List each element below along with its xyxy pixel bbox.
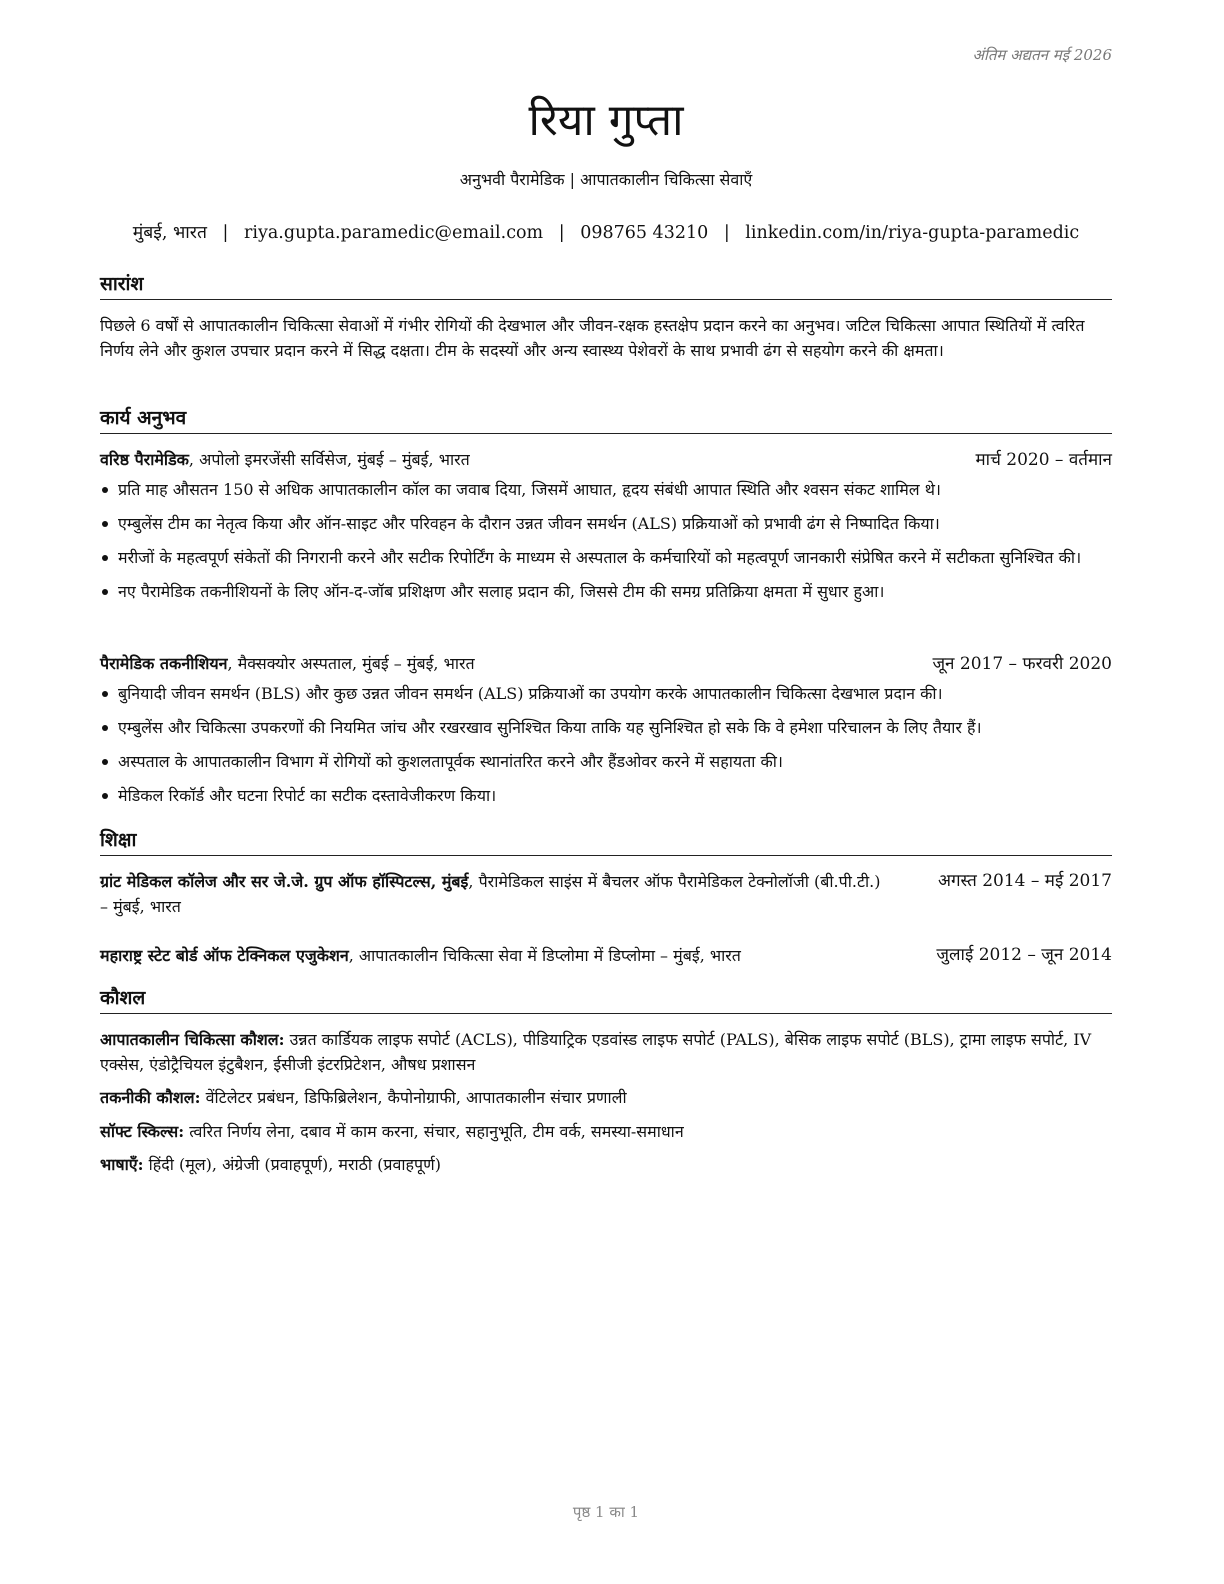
- list-item: बुनियादी जीवन समर्थन (BLS) और कुछ उन्नत जीवन समर्थन (ALS) प्रक्रियाओं का उपयोग करके आपातकालीन चिकित्सा देखभाल प्रदान की।: [100, 681, 1112, 706]
- contact-location: मुंबई, भारत: [132, 223, 207, 243]
- section-title-skills: कौशल: [100, 984, 1112, 1014]
- section-title-experience: कार्य अनुभव: [100, 404, 1112, 434]
- job-bullets: [100, 477, 1112, 613]
- list-item: एम्बुलेंस टीम का नेतृत्व किया और ऑन-साइट और परिवहन के दौरान उन्नत जीवन समर्थन (ALS) प्रक्रियाओं को प्रभावी ढंग से निष्पादित किया।: [100, 511, 1112, 536]
- contact-line: [100, 220, 1112, 244]
- contact-separator: |: [723, 223, 730, 243]
- list-item: प्रति माह औसतन 150 से अधिक आपातकालीन कॉल का जवाब दिया, जिसमें आघात, हृदय संबंधी आपात स्थिति और श्वसन संकट शामिल थे।: [100, 477, 1112, 502]
- job-header: [100, 448, 1112, 472]
- job-header: [100, 652, 1112, 676]
- contact-email[interactable]: riya.gupta.paramedic@email.com: [244, 223, 544, 243]
- job-org: , मैक्सक्योर अस्पताल, मुंबई – मुंबई, भारत: [227, 654, 475, 673]
- skill-value: हिंदी (मूल), अंग्रेजी (प्रवाहपूर्ण), मराठी (प्रवाहपूर्ण): [143, 1155, 441, 1174]
- tagline: अनुभवी पैरामेडिक | आपातकालीन चिकित्सा सेवाएँ: [459, 170, 753, 189]
- skill-label: आपातकालीन चिकित्सा कौशल:: [100, 1030, 285, 1049]
- list-item: एम्बुलेंस और चिकित्सा उपकरणों की नियमित जांच और रखरखाव सुनिश्चित किया ताकि यह सुनिश्चित हो सके कि वे हमेशा परिचालन के लिए तैयार हैं।: [100, 715, 1112, 740]
- skill-label: तकनीकी कौशल:: [100, 1088, 201, 1107]
- education-item: [100, 869, 1112, 919]
- job-role: वरिष्ठ पैरामेडिक: [100, 450, 189, 469]
- skill-label: भाषाएँ:: [100, 1155, 144, 1174]
- skill-line: [100, 1152, 1120, 1177]
- education-detail: , आपातकालीन चिकित्सा सेवा में डिप्लोमा में डिप्लोमा – मुंबई, भारत: [348, 946, 741, 965]
- education-institution: ग्रांट मेडिकल कॉलेज और सर जे.जे. ग्रुप ऑफ हॉस्पिटल्स, मुंबई: [100, 872, 469, 891]
- skill-value: उन्नत कार्डियक लाइफ सपोर्ट (ACLS), पीडियाट्रिक एडवांस्ड लाइफ सपोर्ट (PALS), बेसिक लाइफ सपोर्ट (BLS), ट्रामा लाइफ सपोर्ट, IV एक्सेस, एंडोट्रैचियल इंटुबैशन, ईसीजी इंटरप्रिटेशन, औषध प्रशासन: [100, 1030, 1092, 1074]
- skill-label: सॉफ्ट स्किल्स:: [100, 1122, 185, 1141]
- job-dates: मार्च 2020 – वर्तमान: [975, 450, 1112, 470]
- skill-value: त्वरित निर्णय लेना, दबाव में काम करना, संचार, सहानुभूति, टीम वर्क, समस्या-समाधान: [184, 1122, 684, 1141]
- contact-separator: |: [558, 223, 565, 243]
- skill-line: [100, 1085, 1120, 1110]
- skill-value: वेंटिलेटर प्रबंधन, डिफिब्रिलेशन, कैपोनोग्राफी, आपातकालीन संचार प्रणाली: [200, 1088, 627, 1107]
- contact-separator: |: [222, 223, 229, 243]
- list-item: मरीजों के महत्वपूर्ण संकेतों की निगरानी करने और सटीक रिपोर्टिंग के माध्यम से अस्पताल के कर्मचारियों को महत्वपूर्ण जानकारी संप्रेषित करने में सटीकता सुनिश्चित की।: [100, 545, 1112, 570]
- skill-line: [100, 1119, 1120, 1144]
- candidate-name: रिया गुप्ता: [528, 95, 684, 146]
- education-institution: महाराष्ट्र स्टेट बोर्ड ऑफ टेक्निकल एजुकेशन: [100, 946, 349, 965]
- education-item: [100, 943, 1112, 968]
- list-item: अस्पताल के आपातकालीन विभाग में रोगियों को कुशलतापूर्वक स्थानांतरित करने और हैंडओवर करने में सहायता की।: [100, 749, 1112, 774]
- page-number-footer: पृष्ठ 1 का 1: [572, 1503, 640, 1521]
- resume-page: [100, 0, 1112, 1584]
- job-role: पैरामेडिक तकनीशियन: [100, 654, 228, 673]
- job-bullets: [100, 681, 1112, 817]
- contact-linkedin[interactable]: linkedin.com/in/riya-gupta-paramedic: [745, 223, 1080, 243]
- section-title-summary: सारांश: [100, 270, 1112, 300]
- education-dates: अगस्त 2014 – मई 2017: [937, 871, 1112, 891]
- summary-text: पिछले 6 वर्षों से आपातकालीन चिकित्सा सेवाओं में गंभीर रोगियों की देखभाल और जीवन-रक्षक हस्तक्षेप प्रदान करने का अनुभव। जटिल चिकित्सा आपात स्थितियों में त्वरित निर्णय लेने और कुशल उपचार प्रदान करने में सिद्ध दक्षता। टीम के सदस्यों और अन्य स्वास्थ्य पेशेवरों के साथ प्रभावी ढंग से सहयोग करने की क्षमता।: [100, 316, 1085, 360]
- contact-phone: 098765 43210: [580, 223, 709, 243]
- skill-line: [100, 1027, 1120, 1077]
- section-title-education: शिक्षा: [100, 826, 1112, 856]
- job-dates: जून 2017 – फरवरी 2020: [932, 654, 1112, 674]
- list-item: नए पैरामेडिक तकनीशियनों के लिए ऑन-द-जॉब प्रशिक्षण और सलाह प्रदान की, जिससे टीम की समग्र प्रतिक्रिया क्षमता में सुधार हुआ।: [100, 579, 1112, 604]
- last-updated: अंतिम अद्यतन मई 2026: [972, 46, 1112, 64]
- job-org: , अपोलो इमरजेंसी सर्विसेज, मुंबई – मुंबई, भारत: [188, 450, 470, 469]
- education-detail: , पैरामेडिकल साइंस में बैचलर ऑफ पैरामेडिकल टेक्नोलॉजी (बी.पी.टी.) – मुंबई, भारत: [100, 872, 881, 916]
- education-dates: जुलाई 2012 – जून 2014: [936, 945, 1112, 965]
- list-item: मेडिकल रिकॉर्ड और घटना रिपोर्ट का सटीक दस्तावेजीकरण किया।: [100, 783, 1112, 808]
